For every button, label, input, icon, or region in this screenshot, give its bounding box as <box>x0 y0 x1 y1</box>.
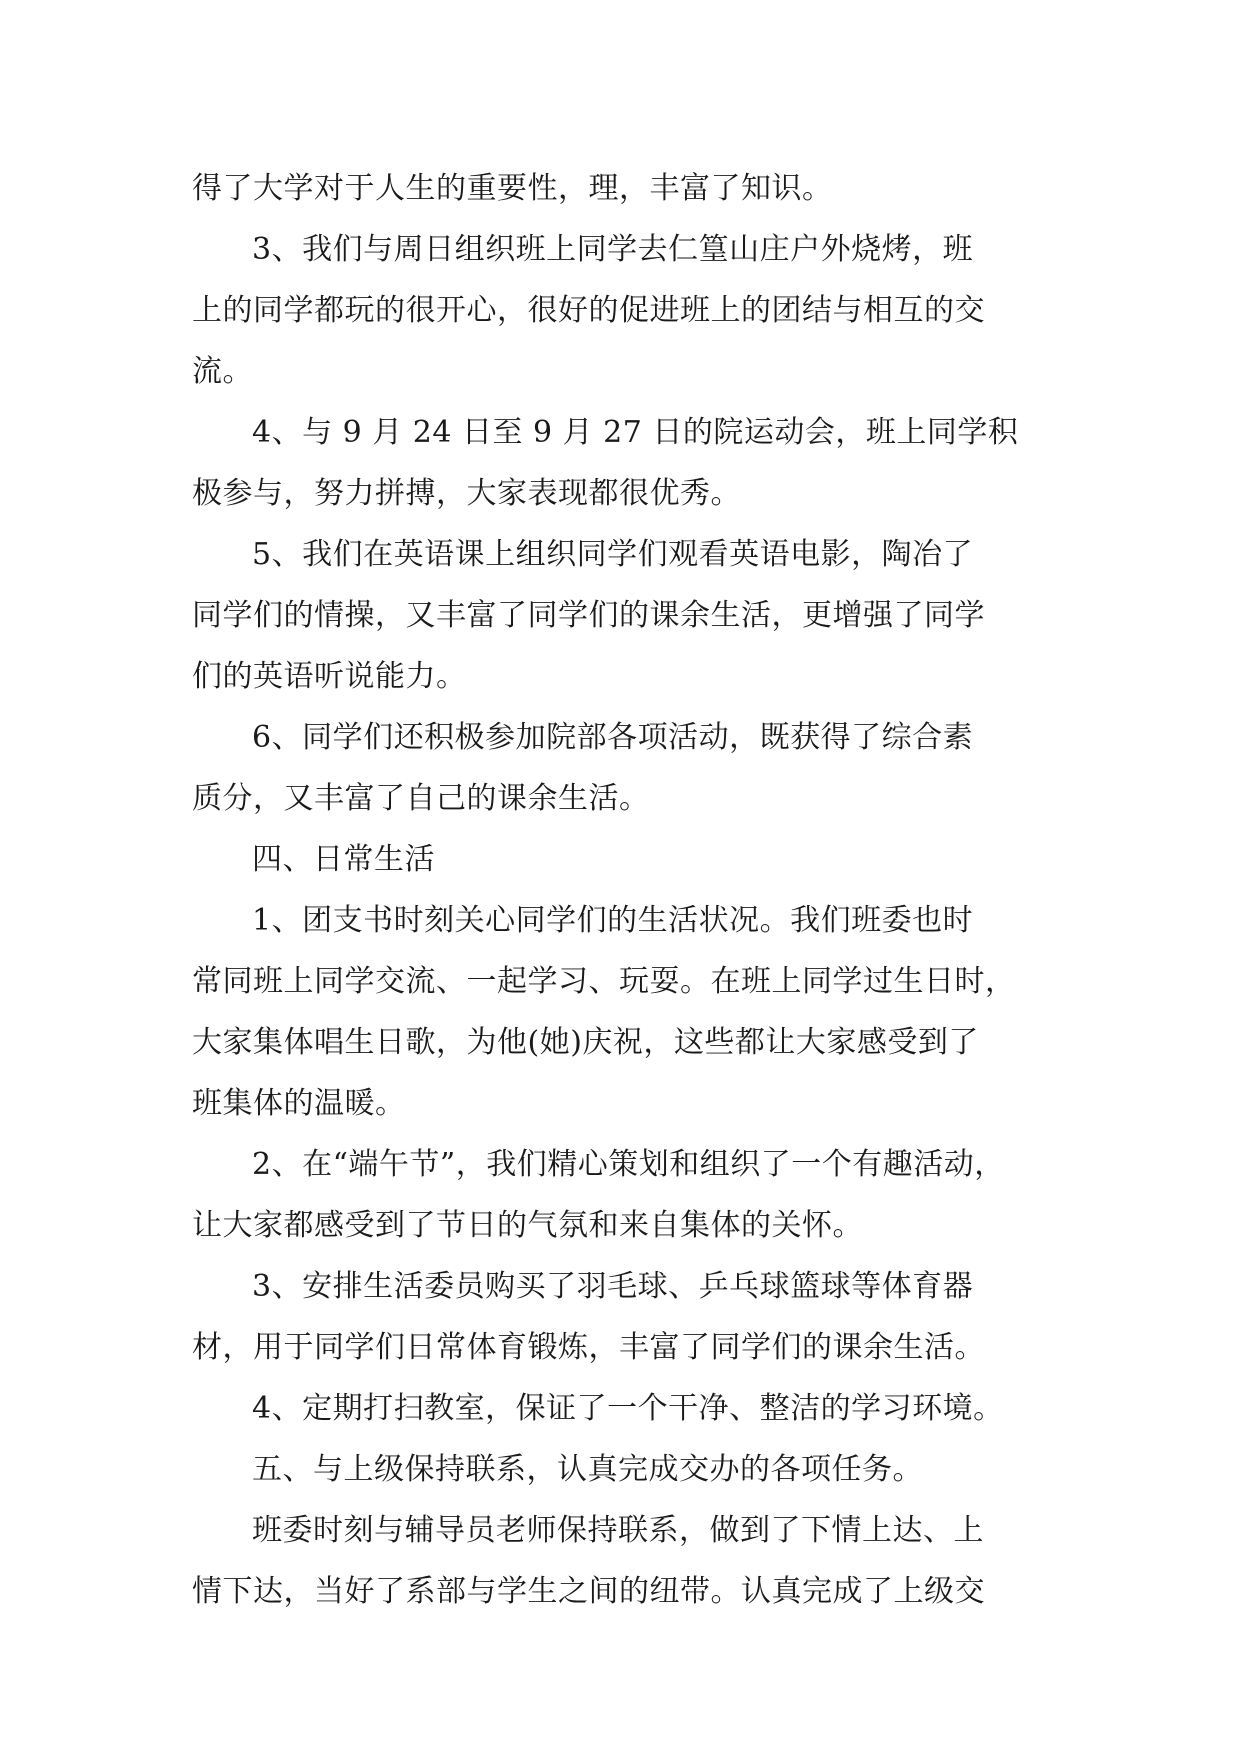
text-line: 5、我们在英语课上组织同学们观看英语电影，陶冶了 <box>252 537 974 572</box>
text-line: 同学们的情操，又丰富了同学们的课余生活，更增强了同学 <box>192 598 985 633</box>
section-heading: 四、日常生活 <box>252 842 435 877</box>
text-line: 3、安排生活委员购买了羽毛球、乒乓球篮球等体育器 <box>252 1269 974 1304</box>
text-line: 得了大学对于人生的重要性，理，丰富了知识。 <box>192 171 833 206</box>
document-body <box>192 158 1050 1622</box>
text-line: 常同班上同学交流、一起学习、玩耍。在班上同学过生日时， <box>192 964 1016 999</box>
text-line: 流。 <box>192 354 253 389</box>
text-line: 3、我们与周日组织班上同学去仁篁山庄户外烧烤，班 <box>252 232 974 267</box>
text-line: 极参与，努力拼搏，大家表现都很优秀。 <box>192 476 741 511</box>
text-line: 班集体的温暖。 <box>192 1086 406 1121</box>
section-heading: 五、与上级保持联系，认真完成交办的各项任务。 <box>252 1452 923 1487</box>
text-line: 2、在“端午节”，我们精心策划和组织了一个有趣活动， <box>252 1147 1005 1182</box>
text-line: 4、定期打扫教室，保证了一个干净、整洁的学习环境。 <box>252 1391 1004 1426</box>
text-line: 材，用于同学们日常体育锻炼，丰富了同学们的课余生活。 <box>192 1330 985 1365</box>
text-line: 质分，又丰富了自己的课余生活。 <box>192 781 650 816</box>
text-line: 大家集体唱生日歌，为他(她)庆祝，这些都让大家感受到了 <box>192 1025 979 1060</box>
text-line: 6、同学们还积极参加院部各项活动，既获得了综合素 <box>252 720 974 755</box>
text-line: 情下达，当好了系部与学生之间的纽带。认真完成了上级交 <box>192 1574 985 1609</box>
text-line: 班委时刻与辅导员老师保持联系，做到了下情上达、上 <box>252 1513 984 1548</box>
text-line: 们的英语听说能力。 <box>192 659 467 694</box>
text-line: 上的同学都玩的很开心，很好的促进班上的团结与相互的交 <box>192 293 985 328</box>
text-line: 4、与 9 月 24 日至 9 月 27 日的院运动会，班上同学积 <box>252 415 1019 450</box>
text-line: 1、团支书时刻关心同学们的生活状况。我们班委也时 <box>252 903 974 938</box>
text-line: 让大家都感受到了节日的气氛和来自集体的关怀。 <box>192 1208 863 1243</box>
